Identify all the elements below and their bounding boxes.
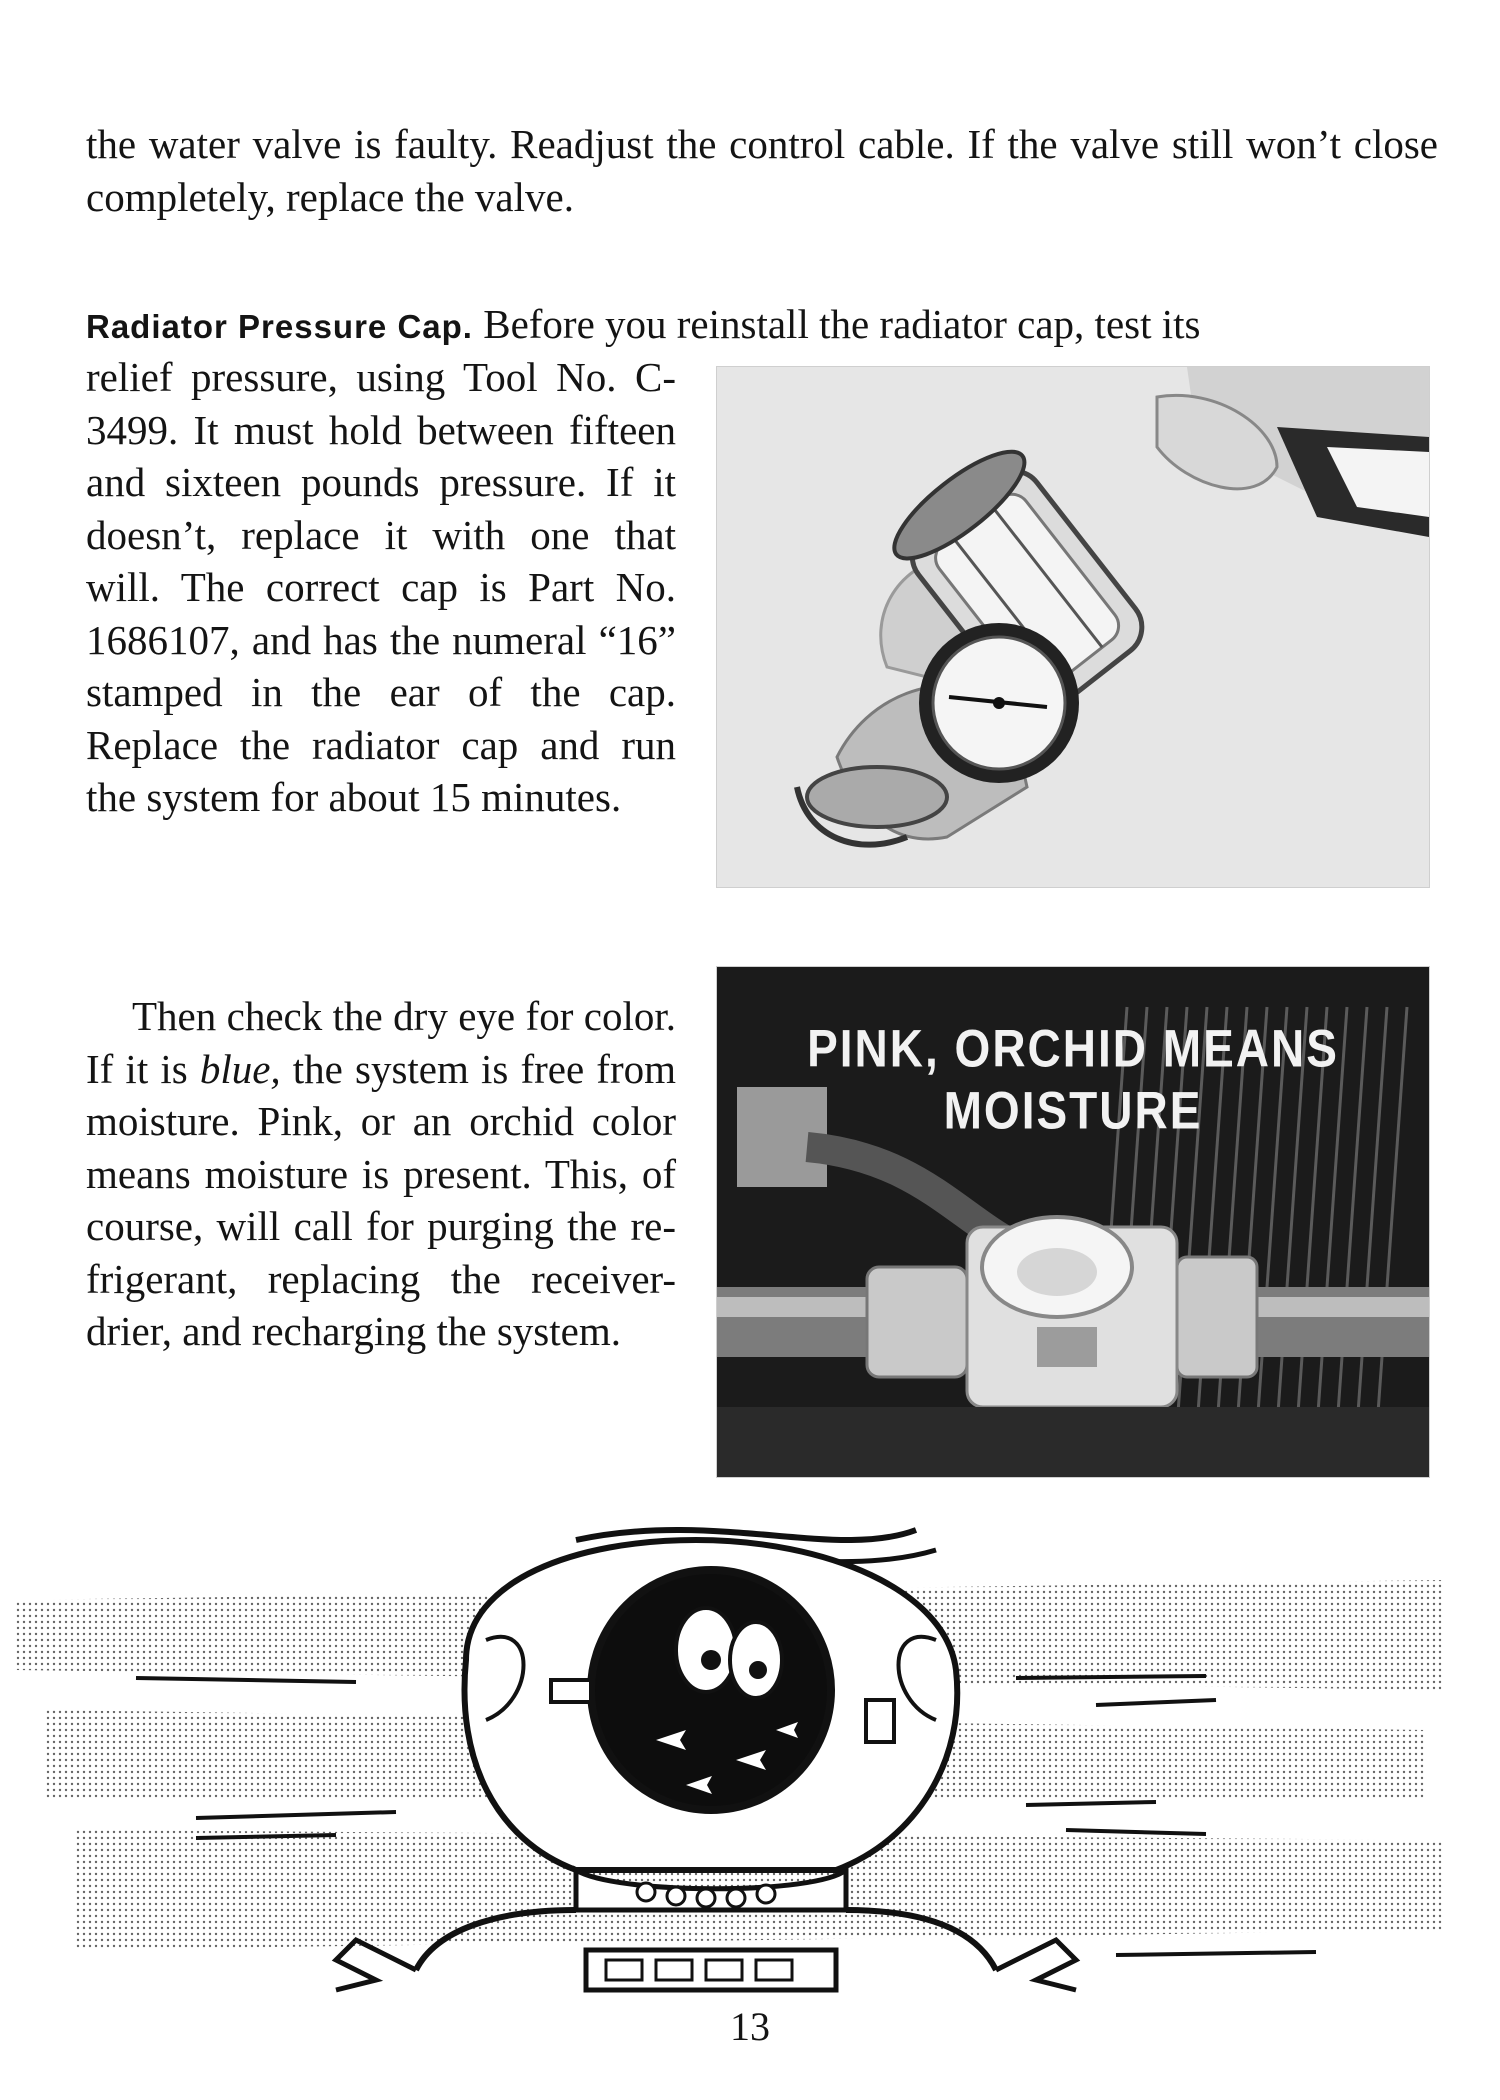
photo-caption: PINK, ORCHID MEANS MOISTURE bbox=[807, 1018, 1339, 1140]
radiator-cap-first-line bbox=[86, 298, 1438, 353]
paragraph-dry-eye bbox=[86, 990, 676, 1358]
paragraph-water-valve: the water valve is faulty. Readjust the control cable. If the valve still won’t close completely, replace the valve. bbox=[86, 121, 1438, 220]
paragraph-radiator-cap: relief pressure, using Tool No. C-3499. It must hold between fifteen and sixteen pounds pressure. If it doesn’t, replace it with one that will. The correct cap is Part No. 1686107, and has the numeral “16” stamped in the ear of the cap. Replace the radiator cap and run the system for about 15 minutes. bbox=[86, 354, 676, 820]
radiator-cap-line-text: Before you reinstall the radiator cap, test its bbox=[483, 301, 1201, 347]
photo-pressure-cap-tester bbox=[716, 366, 1430, 888]
diver-illustration bbox=[16, 1500, 1444, 2000]
page-number: 13 bbox=[730, 2004, 770, 2049]
dry-eye-emphasis: blue, bbox=[199, 1045, 281, 1092]
dry-eye-text-start: Then check the dry eye for color. If it is bbox=[86, 993, 676, 1092]
photo-dry-eye-sight-glass bbox=[716, 966, 1430, 1478]
dry-eye-text-end: the system is free from moisture. Pink, or an orchid color means moisture is present. This, of course, will call for purging the refrigerant, replacing the receiver-drier, and recharging the system. bbox=[86, 1045, 676, 1354]
section-heading-radiator-pressure-cap: Radiator Pressure Cap. bbox=[86, 308, 473, 345]
